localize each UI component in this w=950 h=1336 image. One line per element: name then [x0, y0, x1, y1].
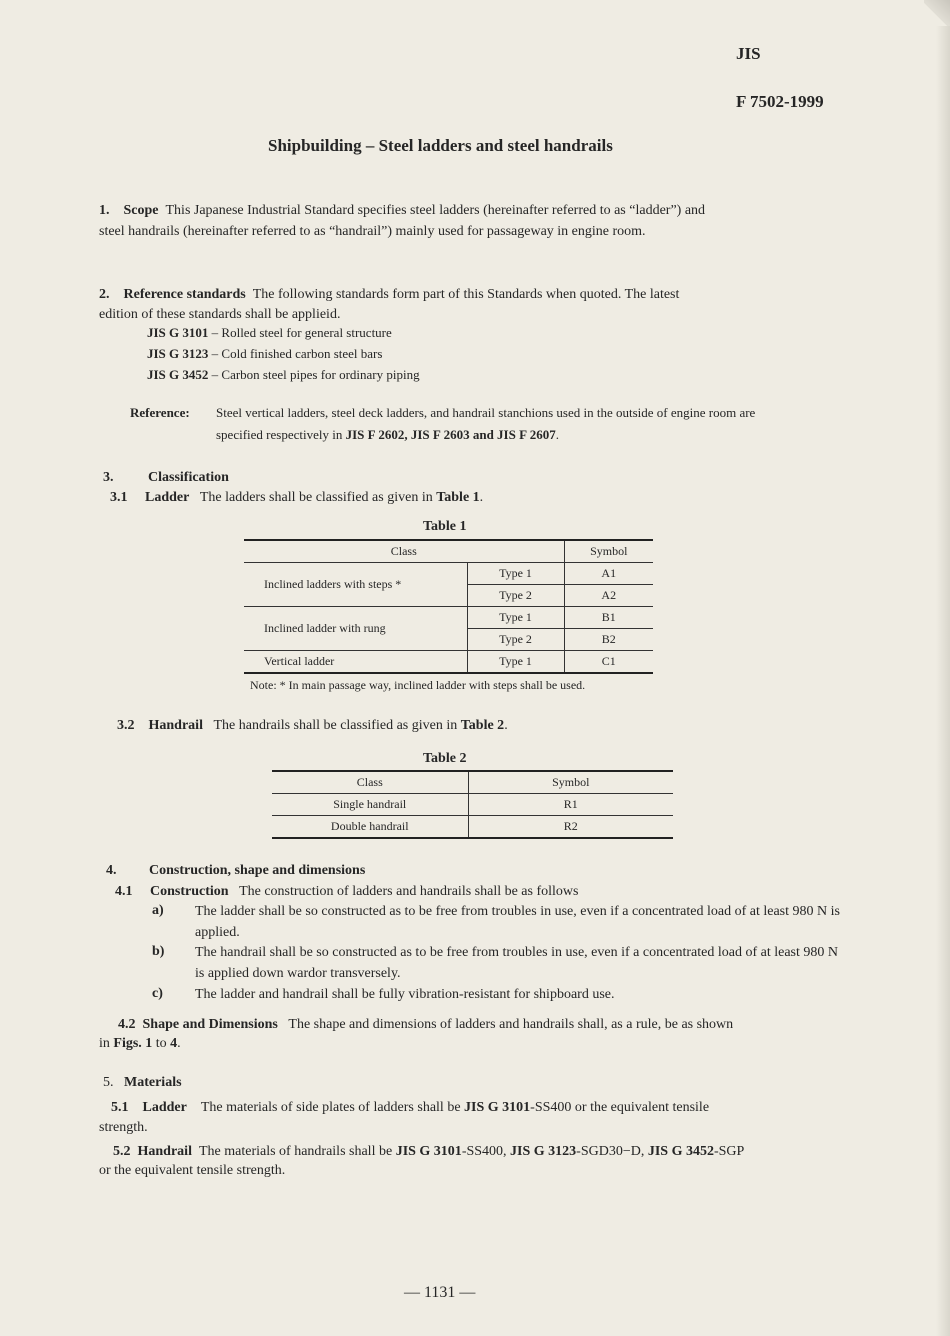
section-5-2-number: 5.2 [113, 1144, 131, 1159]
section-3-1-table-ref: Table 1 [436, 490, 480, 505]
table-row [272, 771, 673, 794]
table-1 [244, 539, 653, 674]
section-2-heading: Reference standards [123, 287, 246, 302]
table-1-type-cell: Type 1 [467, 563, 564, 585]
section-5-heading: Materials [124, 1075, 182, 1090]
section-1-line-1 [99, 200, 705, 221]
document-title: Shipbuilding – Steel ladders and steel handrails [268, 136, 613, 155]
section-5-2-grade-2: -SGD30−D, [576, 1144, 648, 1159]
list-item-text: The ladder shall be so constructed as to be free from troubles in use, even if a concentrated load of at least 980 N is applied. [195, 904, 840, 940]
section-1-text-1: This Japanese Industrial Standard specifies steel ladders (hereinafter referred to as “ladder”) and [165, 203, 706, 218]
table-1-note: Note: * In main passage way, inclined ladder with steps shall be used. [250, 678, 586, 692]
list-item-text: The handrail shall be so constructed as to be free from troubles in use, even if a concentrated load of at least 980 N is applied down wardor transversely. [195, 945, 838, 981]
section-5-1-line-1 [111, 1097, 709, 1118]
section-5-1-grade: -SS400 or the equivalent tensile [530, 1100, 710, 1115]
reference-code: JIS G 3123 [147, 346, 209, 361]
section-5-number: 5. [103, 1075, 114, 1090]
reference-standard-3 [147, 367, 420, 383]
list-item-letter: c) [152, 986, 163, 1001]
section-4-2-heading: Shape and Dimensions [142, 1017, 278, 1032]
table-1-type-cell: Type 1 [467, 651, 564, 674]
table-1-type-cell: Type 2 [467, 585, 564, 607]
reference-note-label: Reference: [130, 405, 190, 420]
section-3-1-text: The ladders shall be classified as given in [199, 490, 437, 505]
reference-desc: – Carbon steel pipes for ordinary piping [211, 367, 420, 382]
section-4-1-line [115, 881, 578, 902]
section-4-2-period: . [177, 1036, 181, 1051]
section-3-1-period: . [479, 490, 484, 505]
section-5-2-line-2: or the equivalent tensile strength. [99, 1163, 286, 1178]
reference-note-line-2 [216, 427, 559, 443]
reference-note-line-1: Steel vertical ladders, steel deck ladders, and handrail stanchions used in the outside of engine room are [216, 405, 756, 420]
section-5-2-heading: Handrail [137, 1144, 192, 1159]
standard-org: JIS [736, 44, 761, 63]
table-1-type-cell: Type 1 [467, 607, 564, 629]
section-4-heading: Construction, shape and dimensions [149, 863, 366, 878]
reference-standard-2 [147, 346, 382, 362]
section-3-2-number: 3.2 [117, 718, 135, 733]
reference-code: JIS G 3452 [147, 367, 209, 382]
list-item-letter: a) [152, 903, 164, 918]
table-1-symbol-cell: B2 [564, 629, 653, 651]
table-1-header-class: Class [244, 540, 564, 563]
reference-note-text: specified respectively in [216, 427, 346, 442]
section-4-2-line-2 [99, 1033, 181, 1054]
section-5-1-text: The materials of side plates of ladders shall be [200, 1100, 465, 1115]
table-1-symbol-cell: C1 [564, 651, 653, 674]
section-2-line-1 [99, 284, 679, 305]
section-3-1-heading: Ladder [145, 490, 190, 505]
section-5-1-number: 5.1 [111, 1100, 129, 1115]
table-1-header-symbol: Symbol [564, 540, 653, 563]
table-1-symbol-cell: B1 [564, 607, 653, 629]
section-4-2-text-1: The shape and dimensions of ladders and handrails shall, as a rule, be as shown [288, 1017, 734, 1032]
reference-standard-1 [147, 325, 392, 341]
section-1-number: 1. [99, 203, 110, 218]
section-5-2-line-1 [113, 1141, 744, 1162]
section-4-1-number: 4.1 [115, 884, 133, 899]
section-3-2-text: The handrails shall be classified as given in [213, 718, 461, 733]
reference-note-standards: JIS F 2602, JIS F 2603 and JIS F 2607 [345, 427, 556, 442]
table-2 [272, 770, 673, 839]
section-3-2-line [117, 715, 508, 736]
table-1-class-cell: Vertical ladder [244, 651, 467, 674]
reference-desc: – Rolled steel for general structure [211, 325, 392, 340]
section-5-2-standard-2: JIS G 3123 [510, 1144, 577, 1159]
table-2-class-cell: Single handrail [272, 794, 468, 816]
table-2-class-cell: Double handrail [272, 816, 468, 839]
reference-code: JIS G 3101 [147, 325, 209, 340]
table-2-header-class: Class [272, 771, 468, 794]
table-row [244, 651, 653, 674]
table-2-symbol-cell: R1 [468, 794, 673, 816]
section-5-2-standard-1: JIS G 3101 [395, 1144, 462, 1159]
table-1-type-cell: Type 2 [467, 629, 564, 651]
standard-number: F 7502-1999 [736, 92, 824, 111]
table-1-symbol-cell: A1 [564, 563, 653, 585]
page-edge [936, 0, 950, 1336]
reference-desc: – Cold finished carbon steel bars [211, 346, 383, 361]
list-item-text: The ladder and handrail shall be fully vibration-resistant for shipboard use. [195, 987, 615, 1002]
section-5-2-standard-3: JIS G 3452 [647, 1144, 714, 1159]
section-5-2-grade-1: -SS400, [461, 1144, 511, 1159]
section-2-number: 2. [99, 287, 110, 302]
table-row [244, 540, 653, 563]
table-2-caption: Table 2 [423, 751, 467, 766]
section-2-text-2: edition of these standards shall be applieid. [99, 307, 341, 322]
table-1-symbol-cell: A2 [564, 585, 653, 607]
section-5-1-heading: Ladder [142, 1100, 187, 1115]
page-corner-fold [924, 0, 950, 26]
section-3-number: 3. [103, 470, 114, 485]
section-4-2-to: to [152, 1036, 171, 1051]
section-4-2-fig-end: 4 [170, 1036, 178, 1051]
section-3-2-heading: Handrail [148, 718, 203, 733]
section-3-2-period: . [504, 718, 508, 733]
section-3-heading: Classification [148, 470, 229, 485]
section-2-text-1: The following standards form part of this Standards when quoted. The latest [252, 287, 680, 302]
section-4-2-text-2: in [99, 1036, 114, 1051]
section-5-1-standard: JIS G 3101 [464, 1100, 531, 1115]
page-number: — 1131 — [404, 1284, 476, 1301]
list-item-letter: b) [152, 944, 165, 959]
section-4-2-line-1 [118, 1014, 733, 1035]
section-5-2-text: The materials of handrails shall be [198, 1144, 396, 1159]
section-5-line [103, 1072, 182, 1093]
table-1-class-cell: Inclined ladder with rung [244, 607, 467, 651]
table-2-symbol-cell: R2 [468, 816, 673, 839]
section-1-heading: Scope [123, 203, 159, 218]
table-row [272, 816, 673, 839]
section-3-2-table-ref: Table 2 [460, 718, 505, 733]
section-5-2-grade-3: -SGP [713, 1144, 745, 1159]
section-4-number: 4. [106, 863, 117, 878]
section-3-1-number: 3.1 [110, 490, 128, 505]
section-4-2-figs-ref: Figs. 1 [113, 1036, 153, 1051]
section-5-1-line-2: strength. [99, 1120, 148, 1135]
section-4-1-text: The construction of ladders and handrails shall be as follows [239, 884, 579, 899]
table-row [272, 794, 673, 816]
table-1-class-cell: Inclined ladders with steps * [244, 563, 467, 607]
section-4-1-heading: Construction [150, 884, 229, 899]
section-3-1-line [110, 487, 483, 508]
table-1-caption: Table 1 [423, 519, 467, 534]
section-1-text-2: steel handrails (hereinafter referred to as “handrail”) mainly used for passageway in engine room. [99, 224, 646, 239]
table-row [244, 563, 653, 585]
table-row [244, 607, 653, 629]
table-2-header-symbol: Symbol [468, 771, 673, 794]
section-4-2-number: 4.2 [118, 1017, 136, 1032]
reference-note-period: . [555, 427, 560, 442]
